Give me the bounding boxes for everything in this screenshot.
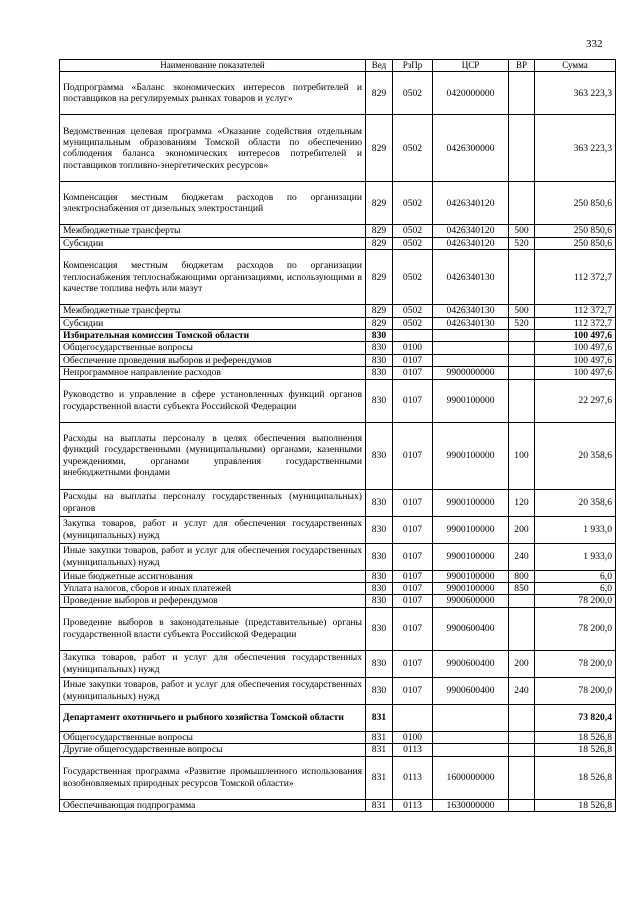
row-name-cell: Проведение выборов и референдумов (60, 595, 366, 607)
row-vr-cell: 800 (509, 570, 535, 582)
row-csr-cell: 9900000000 (433, 367, 509, 379)
row-ved-cell: 831 (366, 704, 393, 731)
row-csr-cell: 1630000000 (433, 799, 509, 811)
row-vr-cell (509, 182, 535, 225)
row-vr-cell (509, 354, 535, 366)
row-csr-cell (433, 704, 509, 731)
row-name-cell: Расходы на выплаты персоналу государственных (муниципальных) органов (60, 489, 366, 516)
row-sum-cell: 78 200,0 (535, 595, 616, 607)
row-ved-cell: 830 (366, 330, 393, 342)
row-ved-cell: 829 (366, 225, 393, 237)
row-vr-cell (509, 72, 535, 115)
row-sum-cell: 18 526,8 (535, 744, 616, 756)
row-rzpr-cell: 0107 (393, 354, 433, 366)
row-csr-cell: 0426340130 (433, 305, 509, 317)
row-rzpr-cell: 0502 (393, 72, 433, 115)
table-row (60, 607, 616, 650)
row-name-cell: Иные бюджетные ассигнования (60, 570, 366, 582)
row-ved-cell: 830 (366, 650, 393, 677)
row-vr-cell: 850 (509, 583, 535, 595)
table-row (60, 354, 616, 366)
row-rzpr-cell: 0502 (393, 317, 433, 329)
row-sum-cell: 18 526,8 (535, 731, 616, 743)
row-ved-cell: 829 (366, 250, 393, 305)
row-vr-cell: 240 (509, 543, 535, 570)
table-row (60, 422, 616, 489)
table-row (60, 489, 616, 516)
table-row (60, 72, 616, 115)
row-sum-cell: 363 223,3 (535, 72, 616, 115)
row-sum-cell: 18 526,8 (535, 799, 616, 811)
row-rzpr-cell: 0107 (393, 379, 433, 422)
row-rzpr-cell (393, 704, 433, 731)
table-row (60, 237, 616, 249)
row-ved-cell: 831 (366, 799, 393, 811)
row-sum-cell: 100 497,6 (535, 330, 616, 342)
row-rzpr-cell: 0113 (393, 744, 433, 756)
row-vr-cell (509, 756, 535, 799)
row-name-cell: Непрограммное направление расходов (60, 367, 366, 379)
row-rzpr-cell: 0502 (393, 237, 433, 249)
row-csr-cell: 9900100000 (433, 543, 509, 570)
row-rzpr-cell: 0113 (393, 799, 433, 811)
table-row (60, 305, 616, 317)
header-name: Наименование показателей (60, 60, 366, 72)
row-rzpr-cell: 0107 (393, 543, 433, 570)
row-rzpr-cell: 0107 (393, 367, 433, 379)
table-row (60, 225, 616, 237)
row-rzpr-cell: 0107 (393, 650, 433, 677)
row-csr-cell: 9900600400 (433, 677, 509, 704)
row-ved-cell: 829 (366, 115, 393, 182)
row-csr-cell (433, 731, 509, 743)
row-vr-cell: 200 (509, 650, 535, 677)
row-csr-cell: 0420000000 (433, 72, 509, 115)
header-sum: Сумма (535, 60, 616, 72)
table-row (60, 543, 616, 570)
row-ved-cell: 830 (366, 422, 393, 489)
row-rzpr-cell (393, 330, 433, 342)
row-sum-cell: 73 820,4 (535, 704, 616, 731)
header-csr: ЦСР (433, 60, 509, 72)
row-csr-cell: 9900600400 (433, 650, 509, 677)
row-name-cell: Закупка товаров, работ и услуг для обеспечения государственных (муниципальных) нужд (60, 516, 366, 543)
header-ved: Вед (366, 60, 393, 72)
row-name-cell: Иные закупки товаров, работ и услуг для обеспечения государственных (муниципальных) нужд (60, 677, 366, 704)
row-ved-cell: 830 (366, 607, 393, 650)
row-name-cell: Общегосударственные вопросы (60, 342, 366, 354)
row-ved-cell: 831 (366, 756, 393, 799)
row-sum-cell: 363 223,3 (535, 115, 616, 182)
row-ved-cell: 831 (366, 744, 393, 756)
row-name-cell: Субсидии (60, 317, 366, 329)
row-csr-cell: 9900100000 (433, 570, 509, 582)
row-sum-cell: 1 933,0 (535, 516, 616, 543)
row-vr-cell: 500 (509, 225, 535, 237)
row-name-cell: Уплата налогов, сборов и иных платежей (60, 583, 366, 595)
row-sum-cell: 78 200,0 (535, 677, 616, 704)
row-sum-cell: 22 297,6 (535, 379, 616, 422)
row-name-cell: Иные закупки товаров, работ и услуг для обеспечения государственных (муниципальных) нужд (60, 543, 366, 570)
row-csr-cell (433, 744, 509, 756)
row-sum-cell: 100 497,6 (535, 342, 616, 354)
row-name-cell: Государственная программа «Развитие промышленного использования возобновляемых природных ресурсов Томской области» (60, 756, 366, 799)
row-vr-cell (509, 744, 535, 756)
page-number: 332 (586, 38, 603, 50)
row-name-cell: Закупка товаров, работ и услуг для обеспечения государственных (муниципальных) нужд (60, 650, 366, 677)
row-vr-cell (509, 595, 535, 607)
row-csr-cell (433, 330, 509, 342)
row-name-cell: Проведение выборов в законодательные (представительные) органы государственной власти субъекта Российской Федерации (60, 607, 366, 650)
row-rzpr-cell: 0107 (393, 595, 433, 607)
row-rzpr-cell: 0502 (393, 305, 433, 317)
row-vr-cell: 520 (509, 317, 535, 329)
row-ved-cell: 830 (366, 570, 393, 582)
row-rzpr-cell: 0107 (393, 607, 433, 650)
row-sum-cell: 6,0 (535, 570, 616, 582)
row-csr-cell: 9900100000 (433, 489, 509, 516)
row-csr-cell: 0426300000 (433, 115, 509, 182)
row-ved-cell: 830 (366, 342, 393, 354)
header-vr: ВР (509, 60, 535, 72)
row-rzpr-cell: 0107 (393, 570, 433, 582)
table-row (60, 650, 616, 677)
row-sum-cell: 250 850,6 (535, 225, 616, 237)
row-csr-cell: 9900100000 (433, 422, 509, 489)
row-vr-cell (509, 799, 535, 811)
table-row (60, 367, 616, 379)
row-sum-cell: 112 372,7 (535, 250, 616, 305)
row-ved-cell: 831 (366, 731, 393, 743)
row-name-cell: Общегосударственные вопросы (60, 731, 366, 743)
row-name-cell: Расходы на выплаты персоналу в целях обеспечения выполнения функций государственными (муниципальными) органами, казенными учреждениями, органами управления государственными внебюджетными фондами (60, 422, 366, 489)
row-vr-cell (509, 704, 535, 731)
row-rzpr-cell: 0100 (393, 342, 433, 354)
row-name-cell: Обеспечение проведения выборов и референдумов (60, 354, 366, 366)
row-name-cell: Обеспечивающая подпрограмма (60, 799, 366, 811)
row-ved-cell: 830 (366, 516, 393, 543)
row-vr-cell (509, 731, 535, 743)
header-rzpr: РзПр (393, 60, 433, 72)
row-sum-cell: 112 372,7 (535, 305, 616, 317)
row-rzpr-cell: 0113 (393, 756, 433, 799)
row-rzpr-cell: 0107 (393, 583, 433, 595)
row-ved-cell: 830 (366, 379, 393, 422)
row-csr-cell: 0426340120 (433, 182, 509, 225)
row-vr-cell (509, 607, 535, 650)
row-sum-cell: 1 933,0 (535, 543, 616, 570)
row-sum-cell: 250 850,6 (535, 237, 616, 249)
row-name-cell: Руководство и управление в сфере установленных функций органов государственной власти субъекта Российской Федерации (60, 379, 366, 422)
row-ved-cell: 829 (366, 317, 393, 329)
row-csr-cell: 0426340120 (433, 225, 509, 237)
row-csr-cell: 1600000000 (433, 756, 509, 799)
row-vr-cell: 500 (509, 305, 535, 317)
row-ved-cell: 829 (366, 72, 393, 115)
row-ved-cell: 829 (366, 182, 393, 225)
table-row (60, 677, 616, 704)
row-vr-cell: 520 (509, 237, 535, 249)
row-rzpr-cell: 0502 (393, 115, 433, 182)
row-name-cell: Департамент охотничьего и рыбного хозяйства Томской области (60, 704, 366, 731)
row-csr-cell: 0426340130 (433, 317, 509, 329)
row-rzpr-cell: 0107 (393, 422, 433, 489)
row-csr-cell: 0426340130 (433, 250, 509, 305)
row-sum-cell: 78 200,0 (535, 607, 616, 650)
row-sum-cell: 18 526,8 (535, 756, 616, 799)
row-csr-cell: 0426340120 (433, 237, 509, 249)
row-sum-cell: 20 358,6 (535, 489, 616, 516)
table-row (60, 317, 616, 329)
row-sum-cell: 250 850,6 (535, 182, 616, 225)
row-name-cell: Избирательная комиссия Томской области (60, 330, 366, 342)
row-rzpr-cell: 0107 (393, 677, 433, 704)
table-row (60, 799, 616, 811)
table-row (60, 342, 616, 354)
table-row (60, 379, 616, 422)
row-ved-cell: 829 (366, 237, 393, 249)
row-csr-cell: 9900100000 (433, 379, 509, 422)
row-rzpr-cell: 0502 (393, 225, 433, 237)
row-vr-cell: 240 (509, 677, 535, 704)
row-rzpr-cell: 0502 (393, 250, 433, 305)
row-rzpr-cell: 0100 (393, 731, 433, 743)
table-row (60, 731, 616, 743)
row-csr-cell (433, 342, 509, 354)
row-vr-cell (509, 367, 535, 379)
table-row (60, 115, 616, 182)
table-row (60, 570, 616, 582)
table-row (60, 250, 616, 305)
row-name-cell: Межбюджетные трансферты (60, 225, 366, 237)
table-row (60, 756, 616, 799)
row-ved-cell: 830 (366, 595, 393, 607)
table-row (60, 595, 616, 607)
row-ved-cell: 830 (366, 489, 393, 516)
row-ved-cell: 830 (366, 677, 393, 704)
row-name-cell: Подпрограмма «Баланс экономических интересов потребителей и поставщиков на регулируемых рынках товаров и услуг» (60, 72, 366, 115)
row-name-cell: Другие общегосударственные вопросы (60, 744, 366, 756)
row-name-cell: Субсидии (60, 237, 366, 249)
row-vr-cell (509, 115, 535, 182)
row-csr-cell: 9900100000 (433, 516, 509, 543)
row-csr-cell: 9900600000 (433, 595, 509, 607)
row-vr-cell (509, 342, 535, 354)
row-vr-cell: 120 (509, 489, 535, 516)
row-sum-cell: 100 497,6 (535, 367, 616, 379)
row-name-cell: Межбюджетные трансферты (60, 305, 366, 317)
row-sum-cell: 100 497,6 (535, 354, 616, 366)
row-vr-cell (509, 379, 535, 422)
table-row (60, 330, 616, 342)
row-ved-cell: 830 (366, 583, 393, 595)
row-name-cell: Ведомственная целевая программа «Оказание содействия отдельным муниципальным образованиям Томской области по обеспечению соблюдения баланса экономических интересов потребителей и поставщиков топливно-энергетических ресурсов» (60, 115, 366, 182)
row-rzpr-cell: 0107 (393, 489, 433, 516)
row-ved-cell: 830 (366, 367, 393, 379)
row-sum-cell: 6,0 (535, 583, 616, 595)
row-sum-cell: 20 358,6 (535, 422, 616, 489)
row-rzpr-cell: 0107 (393, 516, 433, 543)
row-csr-cell (433, 354, 509, 366)
row-name-cell: Компенсация местным бюджетам расходов по организации теплоснабжения теплоснабжающими организациями, использующими в качестве топлива нефть или мазут (60, 250, 366, 305)
table-row (60, 583, 616, 595)
row-ved-cell: 829 (366, 305, 393, 317)
row-vr-cell: 200 (509, 516, 535, 543)
table-row (60, 744, 616, 756)
budget-table (59, 59, 616, 812)
row-csr-cell: 9900600400 (433, 607, 509, 650)
row-vr-cell (509, 330, 535, 342)
row-name-cell: Компенсация местным бюджетам расходов по организации электроснабжения от дизельных электростанций (60, 182, 366, 225)
table-body (60, 72, 616, 812)
row-rzpr-cell: 0502 (393, 182, 433, 225)
table-header-row (60, 60, 616, 72)
row-vr-cell (509, 250, 535, 305)
row-csr-cell: 9900100000 (433, 583, 509, 595)
row-vr-cell: 100 (509, 422, 535, 489)
table-row (60, 182, 616, 225)
row-ved-cell: 830 (366, 354, 393, 366)
row-sum-cell: 78 200,0 (535, 650, 616, 677)
table-row (60, 516, 616, 543)
row-sum-cell: 112 372,7 (535, 317, 616, 329)
table-row (60, 704, 616, 731)
row-ved-cell: 830 (366, 543, 393, 570)
